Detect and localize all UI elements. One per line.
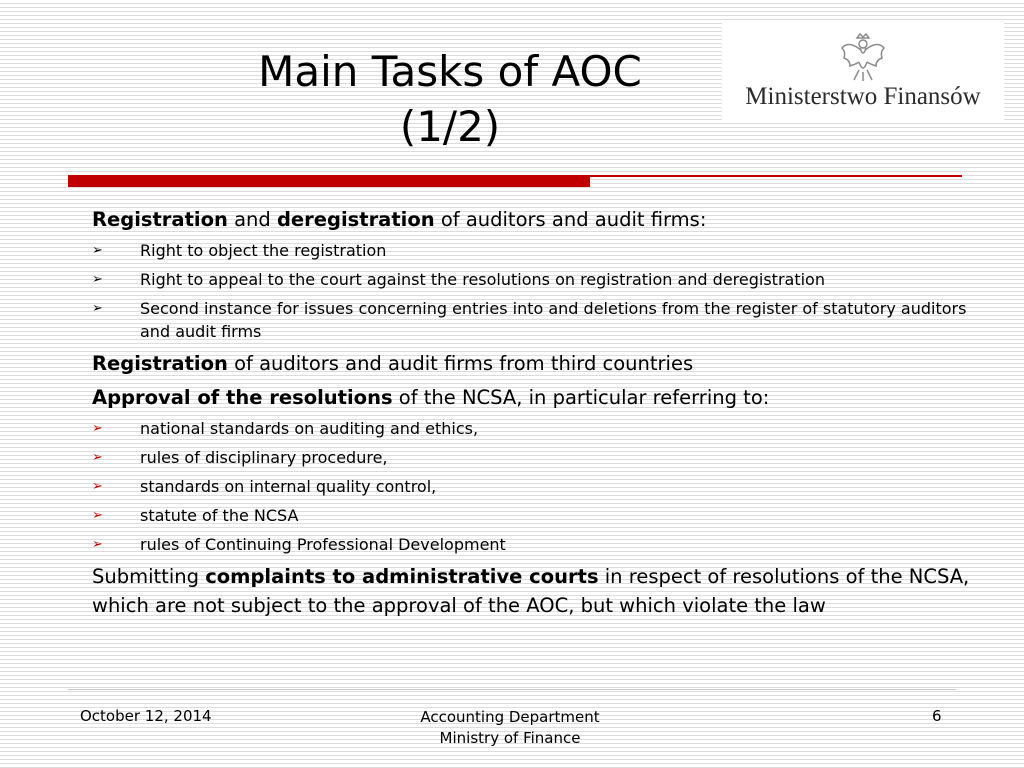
list-item: ➢ rules of Continuing Professional Development [92,535,506,554]
footer-department: Accounting Department Ministry of Finance [420,708,600,747]
ministry-logo [722,22,1004,122]
arrow-bullet-icon: ➢ [92,537,103,552]
arrow-bullet-icon: ➢ [92,272,103,287]
list-item: ➢ rules of disciplinary procedure, [92,448,388,467]
title-divider-thick [68,175,590,187]
arrow-bullet-icon: ➢ [92,450,103,465]
paragraph-approval: Approval of the resolutions of the NCSA, in particular referring to: [92,386,770,409]
list-item: ➢ Right to appeal to the court against the resolutions on registration and deregistration [92,270,825,289]
arrow-bullet-icon: ➢ [92,301,103,316]
list-item: ➢ statute of the NCSA [92,506,299,525]
paragraph-complaints: Submitting complaints to administrative courts in respect of resolutions of the NCSA, which are not subject to the approval of the AOC, but which violate the law [92,565,970,617]
list-item: ➢ standards on internal quality control, [92,477,437,496]
title-line-2: (1/2) [399,102,501,151]
list-item: ➢ Second instance for issues concerning entries into and deletions from the register of statutory auditors and audit firms [92,299,967,341]
arrow-bullet-icon: ➢ [92,508,103,523]
arrow-bullet-icon: ➢ [92,479,103,494]
slide-content [92,205,972,625]
eagle-emblem-icon [840,32,886,82]
title-divider-thin [590,175,962,177]
paragraph-third-countries: Registration of auditors and audit firms from third countries [92,352,694,375]
list-item: ➢ Right to object the registration [92,241,387,260]
paragraph-registration: Registration and deregistration of auditors and audit firms: [92,208,707,231]
logo-text: Ministerstwo Finansów [745,83,981,110]
arrow-bullet-icon: ➢ [92,421,103,436]
footer-divider [68,689,956,690]
footer-date: October 12, 2014 [80,707,212,725]
page-number: 6 [932,707,942,725]
list-item: ➢ national standards on auditing and ethics, [92,419,479,438]
arrow-bullet-icon: ➢ [92,243,103,258]
slide-title [190,44,710,154]
title-line-1: Main Tasks of AOC [258,47,642,96]
